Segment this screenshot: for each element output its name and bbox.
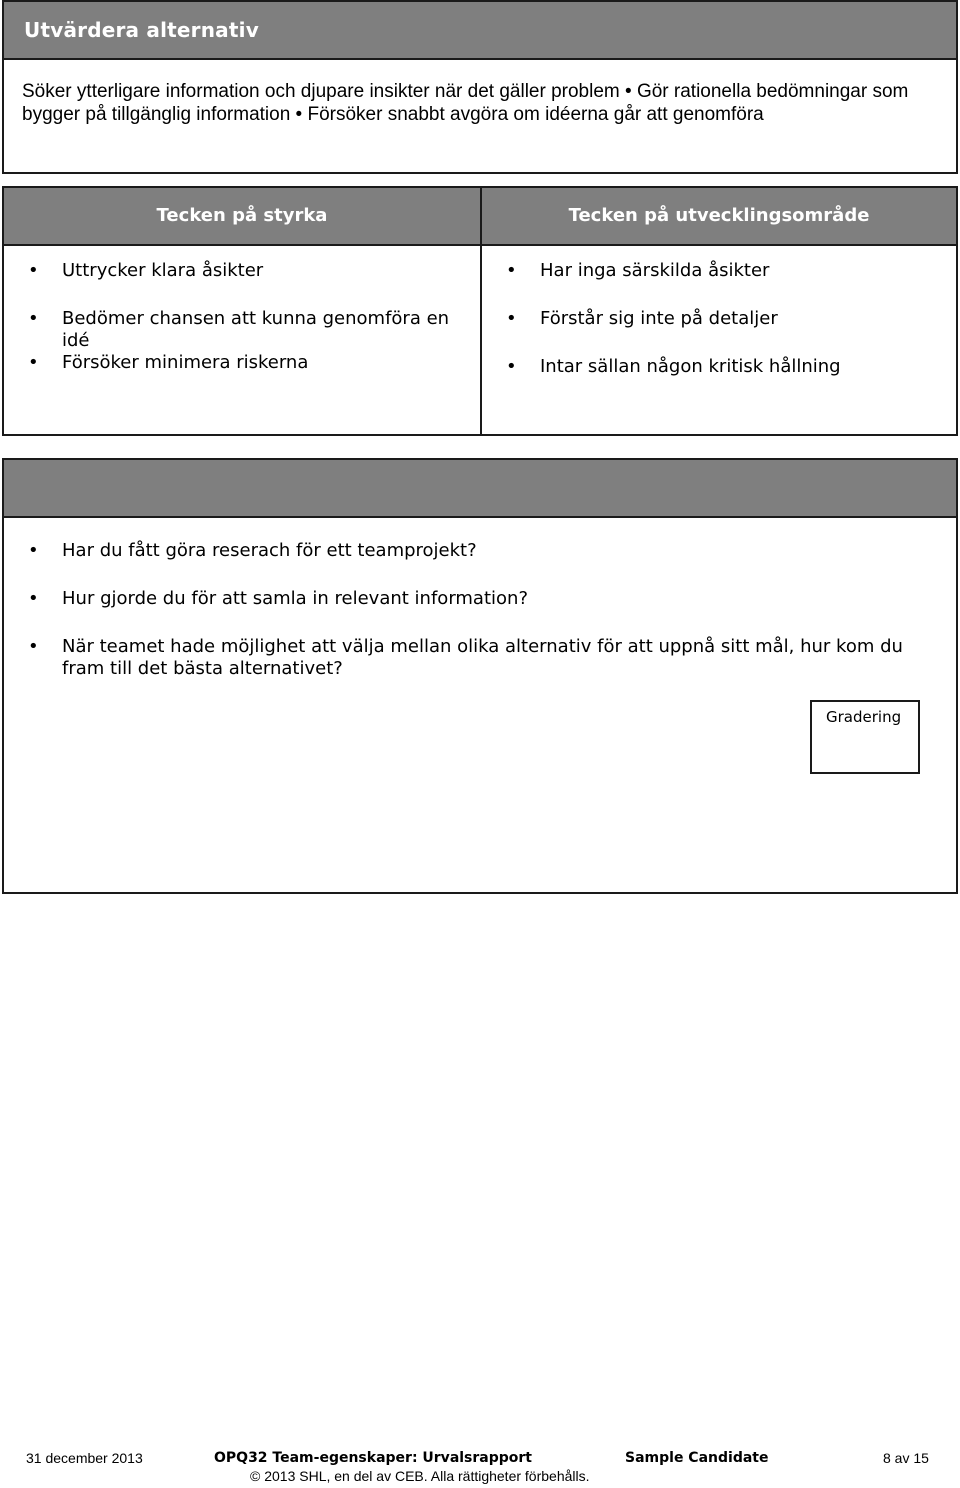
questions-header-bar	[4, 460, 956, 518]
indicators-table	[2, 186, 958, 436]
strengths-column	[4, 188, 482, 434]
development-header: Tecken på utvecklingsområde	[482, 188, 956, 246]
questions-box	[2, 458, 958, 894]
questions-list	[4, 540, 956, 680]
question-item: • Har du fått göra reserach för ett teamprojekt?	[4, 540, 956, 562]
question-item: • Hur gjorde du för att samla in relevant information?	[4, 588, 956, 610]
list-item: • Förstår sig inte på detaljer	[482, 308, 956, 330]
list-item: • Intar sällan någon kritisk hållning	[482, 356, 956, 378]
footer-copyright: © 2013 SHL, en del av CEB. Alla rättigheter förbehålls.	[250, 1468, 590, 1484]
footer-date: 31 december 2013	[26, 1450, 143, 1466]
list-item: • Har inga särskilda åsikter	[482, 260, 956, 282]
list-item: • Bedömer chansen att kunna genomföra en idé	[4, 308, 480, 352]
footer-page-number: 8 av 15	[883, 1450, 929, 1466]
question-item: • När teamet hade möjlighet att välja mellan olika alternativ för att uppnå sitt mål, hur kom du fram till det bästa alternativet?	[4, 636, 956, 680]
competency-description-box	[2, 0, 958, 174]
section-title: Utvärdera alternativ	[4, 2, 956, 60]
strengths-list	[4, 260, 480, 374]
list-item: • Försöker minimera riskerna	[4, 352, 480, 374]
page-footer	[0, 1450, 960, 1488]
development-list	[482, 260, 956, 378]
grading-box[interactable]	[810, 700, 920, 774]
development-column	[482, 188, 956, 434]
list-item: • Uttrycker klara åsikter	[4, 260, 480, 282]
strengths-header: Tecken på styrka	[4, 188, 480, 246]
footer-candidate: Sample Candidate	[625, 1450, 769, 1466]
grading-label: Gradering	[826, 708, 902, 726]
footer-report-title: OPQ32 Team-egenskaper: Urvalsrapport	[214, 1450, 533, 1466]
section-description: Söker ytterligare information och djupare insikter när det gäller problem • Gör rationella bedömningar som bygger på tillgänglig information • Försöker snabbt avgöra om idéerna går att genomföra	[22, 81, 909, 125]
